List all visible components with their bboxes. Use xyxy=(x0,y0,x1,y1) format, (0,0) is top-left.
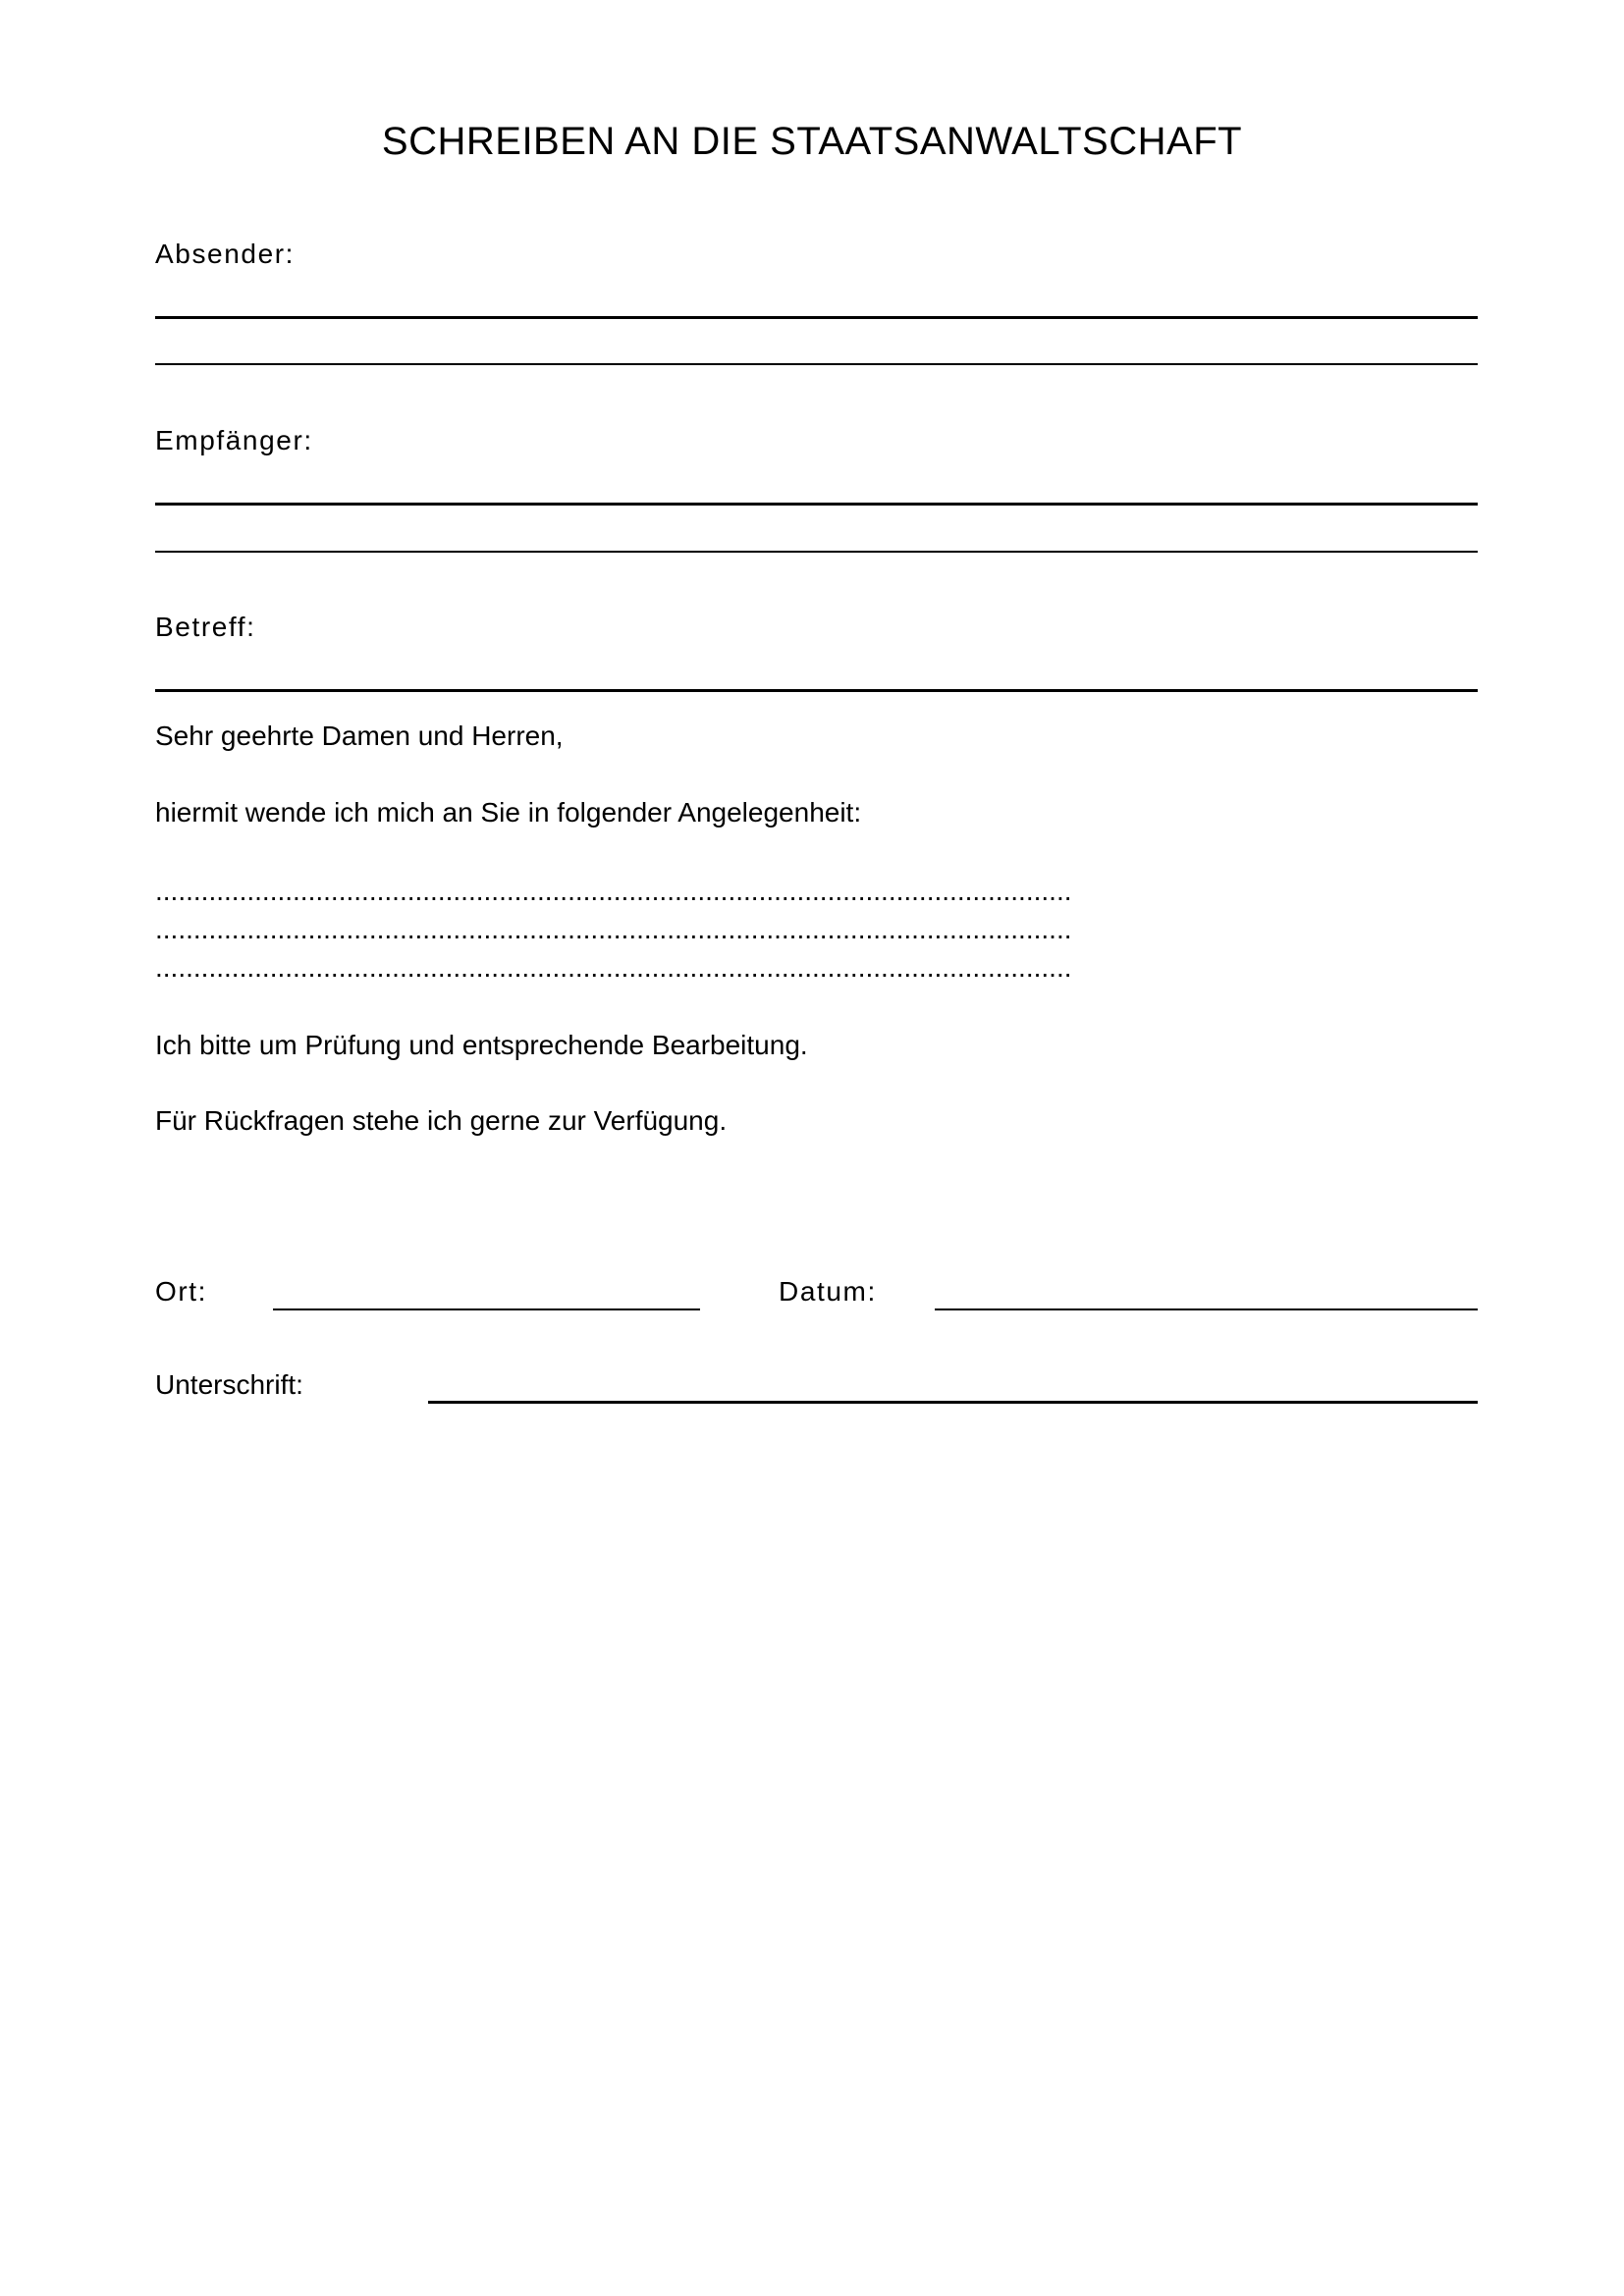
recipient-line-2[interactable] xyxy=(155,551,1478,553)
subject-line[interactable] xyxy=(155,689,1478,692)
signature-line[interactable] xyxy=(428,1401,1478,1404)
recipient-label: Empfänger: xyxy=(155,425,313,455)
sender-label: Absender: xyxy=(155,239,296,269)
date-label: Datum: xyxy=(779,1276,877,1307)
dot-line-3[interactable]: ........................................................................................................................ xyxy=(155,952,1072,983)
sender-line-1[interactable] xyxy=(155,316,1478,319)
closing-text: Für Rückfragen stehe ich gerne zur Verfügung. xyxy=(155,1105,728,1136)
salutation-text: Sehr geehrte Damen und Herren, xyxy=(155,721,564,751)
document-title: SCHREIBEN AN DIE STAATSANWALTSCHAFT xyxy=(381,120,1243,163)
sender-line-2[interactable] xyxy=(155,363,1478,365)
dot-line-1[interactable]: ........................................................................................................................ xyxy=(155,876,1072,906)
subject-label: Betreff: xyxy=(155,612,256,642)
recipient-line-1[interactable] xyxy=(155,503,1478,506)
intro-text: hiermit wende ich mich an Sie in folgender Angelegenheit: xyxy=(155,797,862,828)
place-line[interactable] xyxy=(273,1308,700,1310)
signature-label: Unterschrift: xyxy=(155,1369,303,1400)
date-line[interactable] xyxy=(935,1308,1478,1310)
request-text: Ich bitte um Prüfung und entsprechende Bearbeitung. xyxy=(155,1030,808,1060)
dot-line-2[interactable]: ........................................................................................................................ xyxy=(155,914,1072,944)
place-label: Ort: xyxy=(155,1276,208,1307)
